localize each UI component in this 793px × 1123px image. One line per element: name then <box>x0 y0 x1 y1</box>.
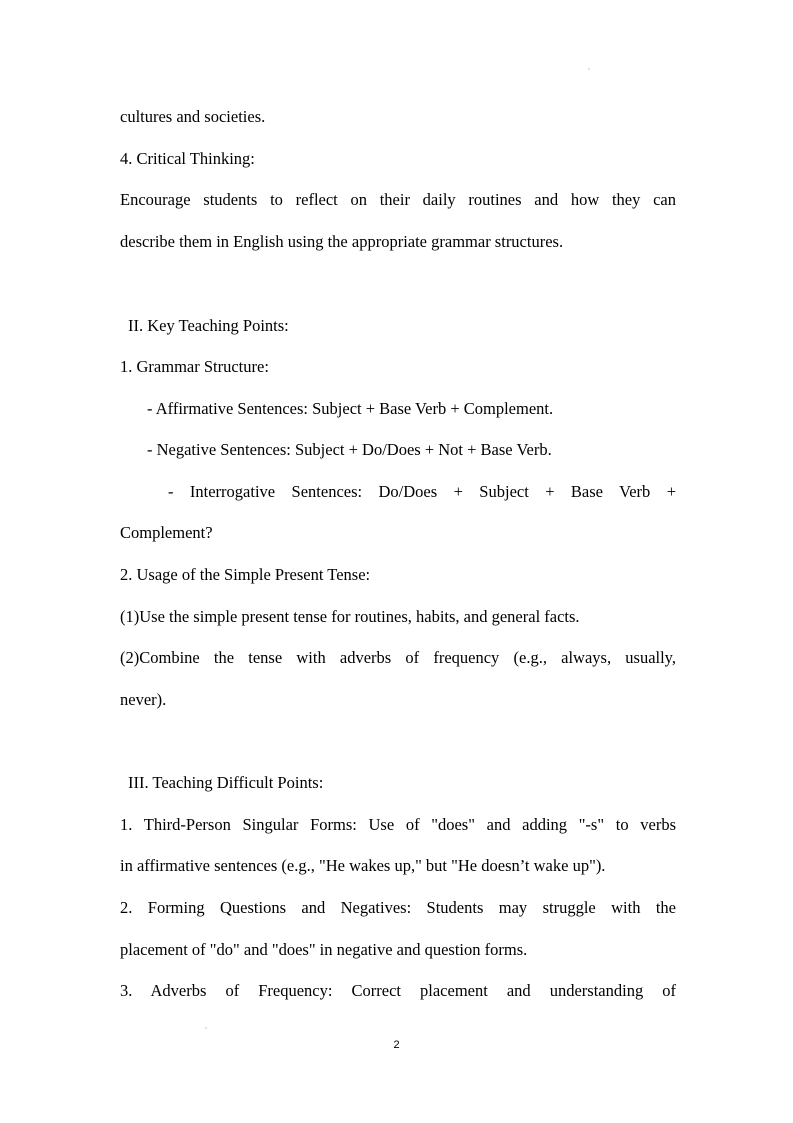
body-line: Encourage students to reflect on their daily routines and how they can <box>120 190 676 209</box>
body-line: placement of "do" and "does" in negative and question forms. <box>120 940 528 959</box>
scan-speck <box>588 68 590 70</box>
scan-speck <box>205 1027 207 1029</box>
list-item: 3. Adverbs of Frequency: Correct placement and understanding of <box>120 981 676 1000</box>
section-subheading: 2. Usage of the Simple Present Tense: <box>120 565 371 584</box>
list-item: - Affirmative Sentences: Subject + Base Verb + Complement. <box>147 399 554 418</box>
list-item: 1. Third-Person Singular Forms: Use of "does" and adding "-s" to verbs <box>120 815 676 834</box>
body-line: in affirmative sentences (e.g., "He wakes up," but "He doesn’t wake up"). <box>120 856 606 875</box>
body-line: cultures and societies. <box>120 107 266 126</box>
section-heading: III. Teaching Difficult Points: <box>128 773 324 792</box>
page-number: 2 <box>393 1039 400 1051</box>
list-item: (1)Use the simple present tense for routines, habits, and general facts. <box>120 607 580 626</box>
list-item: - Interrogative Sentences: Do/Does + Subject + Base Verb + <box>168 482 676 501</box>
list-item: (2)Combine the tense with adverbs of frequency (e.g., always, usually, <box>120 648 676 667</box>
list-item: - Negative Sentences: Subject + Do/Does + Not + Base Verb. <box>147 440 552 459</box>
section-heading: II. Key Teaching Points: <box>128 316 289 335</box>
body-line: never). <box>120 690 167 709</box>
body-line: describe them in English using the appropriate grammar structures. <box>120 232 564 251</box>
list-item: 2. Forming Questions and Negatives: Students may struggle with the <box>120 898 676 917</box>
section-subheading: 4. Critical Thinking: <box>120 149 255 168</box>
body-line: Complement? <box>120 523 213 542</box>
section-subheading: 1. Grammar Structure: <box>120 357 269 376</box>
